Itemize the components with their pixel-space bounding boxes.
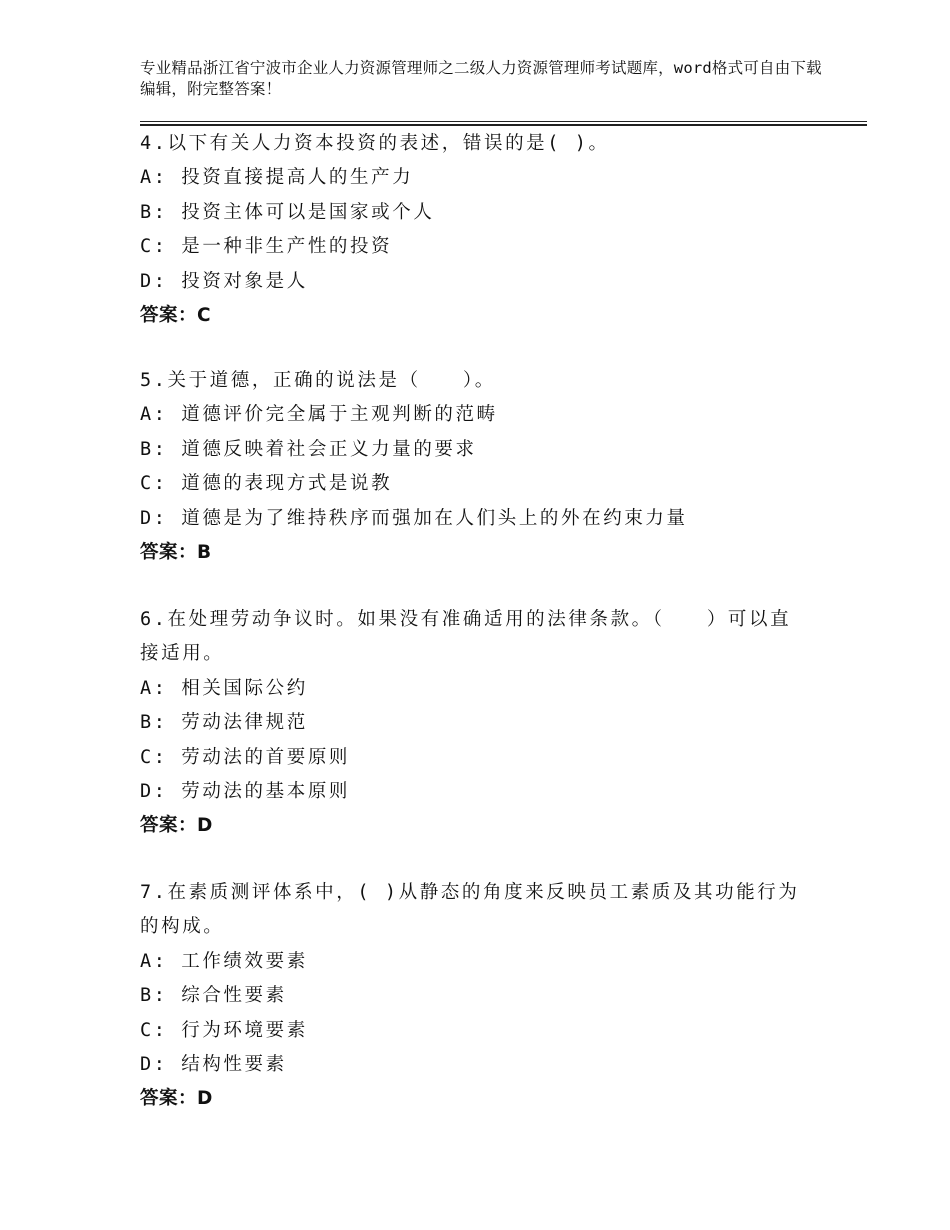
option-c: C: 劳动法的首要原则 [140,746,351,768]
question-stem: 7.在素质测评体系中，( )从静态的角度来反映员工素质及其功能行为的构成。 [140,882,800,938]
option-b: B: 综合性要素 [140,985,287,1007]
question-stem: 4.以下有关人力资本投资的表述，错误的是( )。 [140,133,610,154]
question-stem: 6.在处理劳动争议时。如果没有准确适用的法律条款。（ ）可以直接适用。 [140,609,792,665]
answer: 答案：D [140,815,213,837]
option-a: A: 工作绩效要素 [140,950,308,972]
option-b: B: 投资主体可以是国家或个人 [140,201,435,223]
option-a: A: 道德评价完全属于主观判断的范畴 [140,404,498,426]
question-6 [140,603,820,844]
question-4 [140,127,820,333]
option-d: D: 结构性要素 [140,1053,287,1075]
question-7 [140,876,820,1117]
question-stem: 5.关于道德，正确的说法是（ ）。 [140,370,496,391]
option-a: A: 相关国际公约 [140,677,308,699]
option-b: B: 劳动法律规范 [140,712,308,734]
option-d: D: 道德是为了维持秩序而强加在人们头上的外在约束力量 [140,507,688,529]
header-divider-thin [140,121,867,122]
option-c: C: 是一种非生产性的投资 [140,236,393,258]
header-divider-thick [140,124,867,126]
option-c: C: 行为环境要素 [140,1019,308,1041]
question-5 [140,364,820,570]
option-b: B: 道德反映着社会正义力量的要求 [140,438,477,460]
answer: 答案：C [140,304,212,326]
answer: 答案：D [140,1088,213,1110]
document-header: 专业精品浙江省宁波市企业人力资源管理师之二级人力资源管理师考试题库，word格式可自由下载编辑，附完整答案！ [140,59,822,98]
option-a: A: 投资直接提高人的生产力 [140,167,414,189]
option-c: C: 道德的表现方式是说教 [140,473,393,495]
option-d: D: 投资对象是人 [140,270,308,292]
answer: 答案：B [140,541,212,563]
option-d: D: 劳动法的基本原则 [140,780,351,802]
